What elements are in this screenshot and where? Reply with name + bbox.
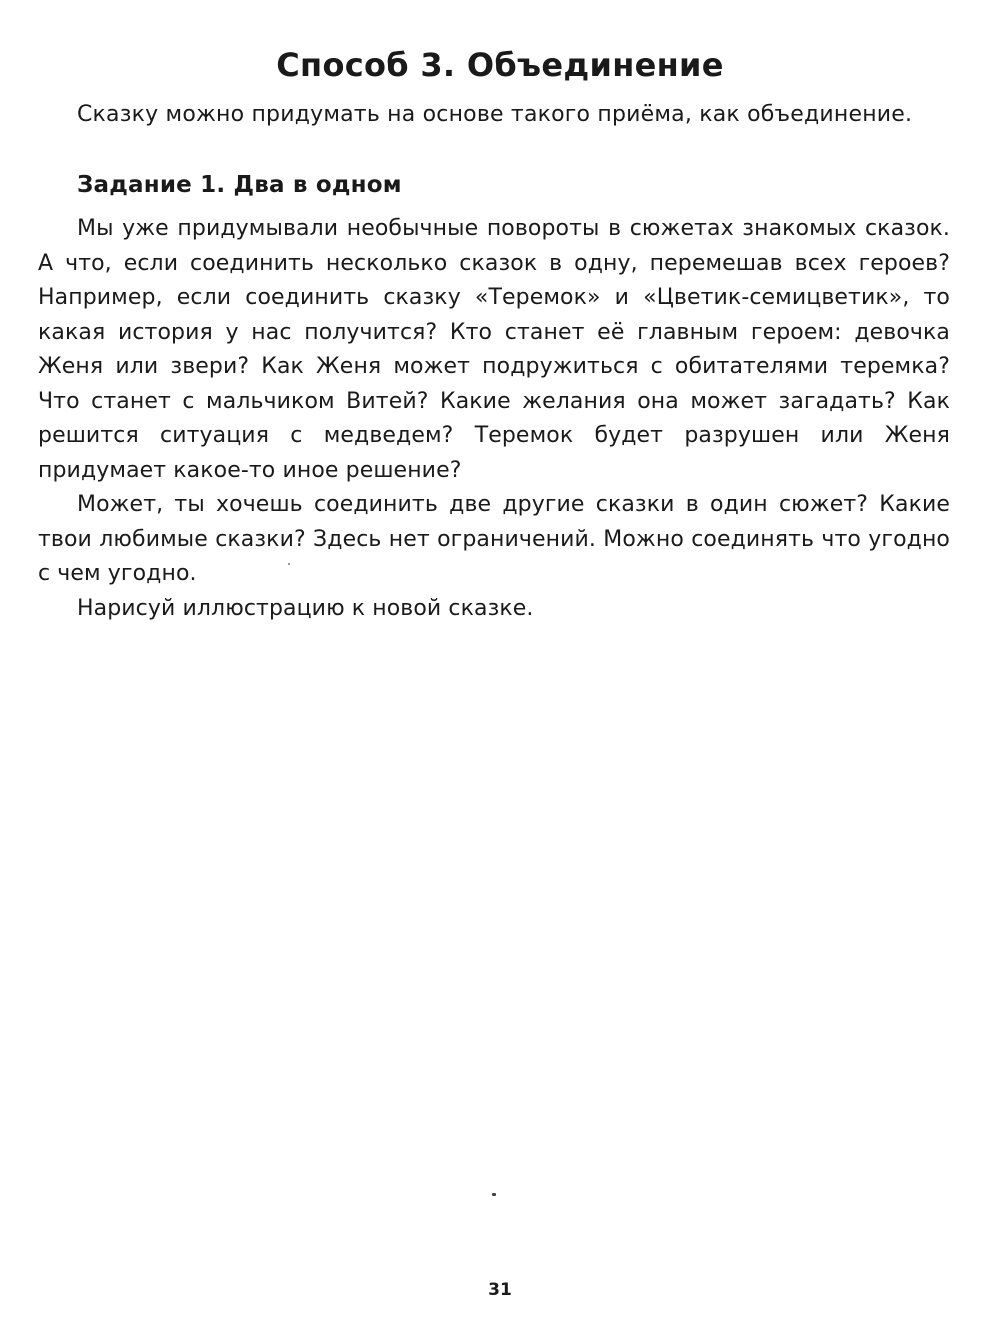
task-paragraph-1: Мы уже придумывали необычные повороты в сюжетах знакомых сказок. А что, если соединить несколько сказок в одну, перемешав всех героев? Например, если соединить сказку «Теремок» и «Цветик-семицветик», то какая история у нас получится? Кто станет её главным героем: девочка Женя или звери? Как Женя может подружиться с обитателями теремка? Что станет с мальчиком Витей? Какие желания она может загадать? Как решится ситуация с медведем? Теремок будет разрушен или Женя придумает какое-то иное решение? [38, 216, 950, 483]
print-speck [288, 563, 290, 565]
intro-text: Сказку можно придумать на основе такого приёма, как объединение. [77, 102, 913, 127]
page-number: 31 [488, 1280, 512, 1300]
task-paragraph-3: Нарисуй иллюстрацию к новой сказке. [77, 595, 534, 621]
task-heading: Задание 1. Два в одном [77, 172, 402, 198]
task-paragraph-2: Может, ты хочешь соединить две другие сказки в один сюжет? Какие твои любимые сказки? Здесь нет ограничений. Можно соединять что угодно с чем угодно. [38, 492, 950, 586]
print-speck [492, 1193, 496, 1196]
task-body [38, 212, 950, 626]
page-title: Способ 3. Объединение [276, 46, 724, 84]
